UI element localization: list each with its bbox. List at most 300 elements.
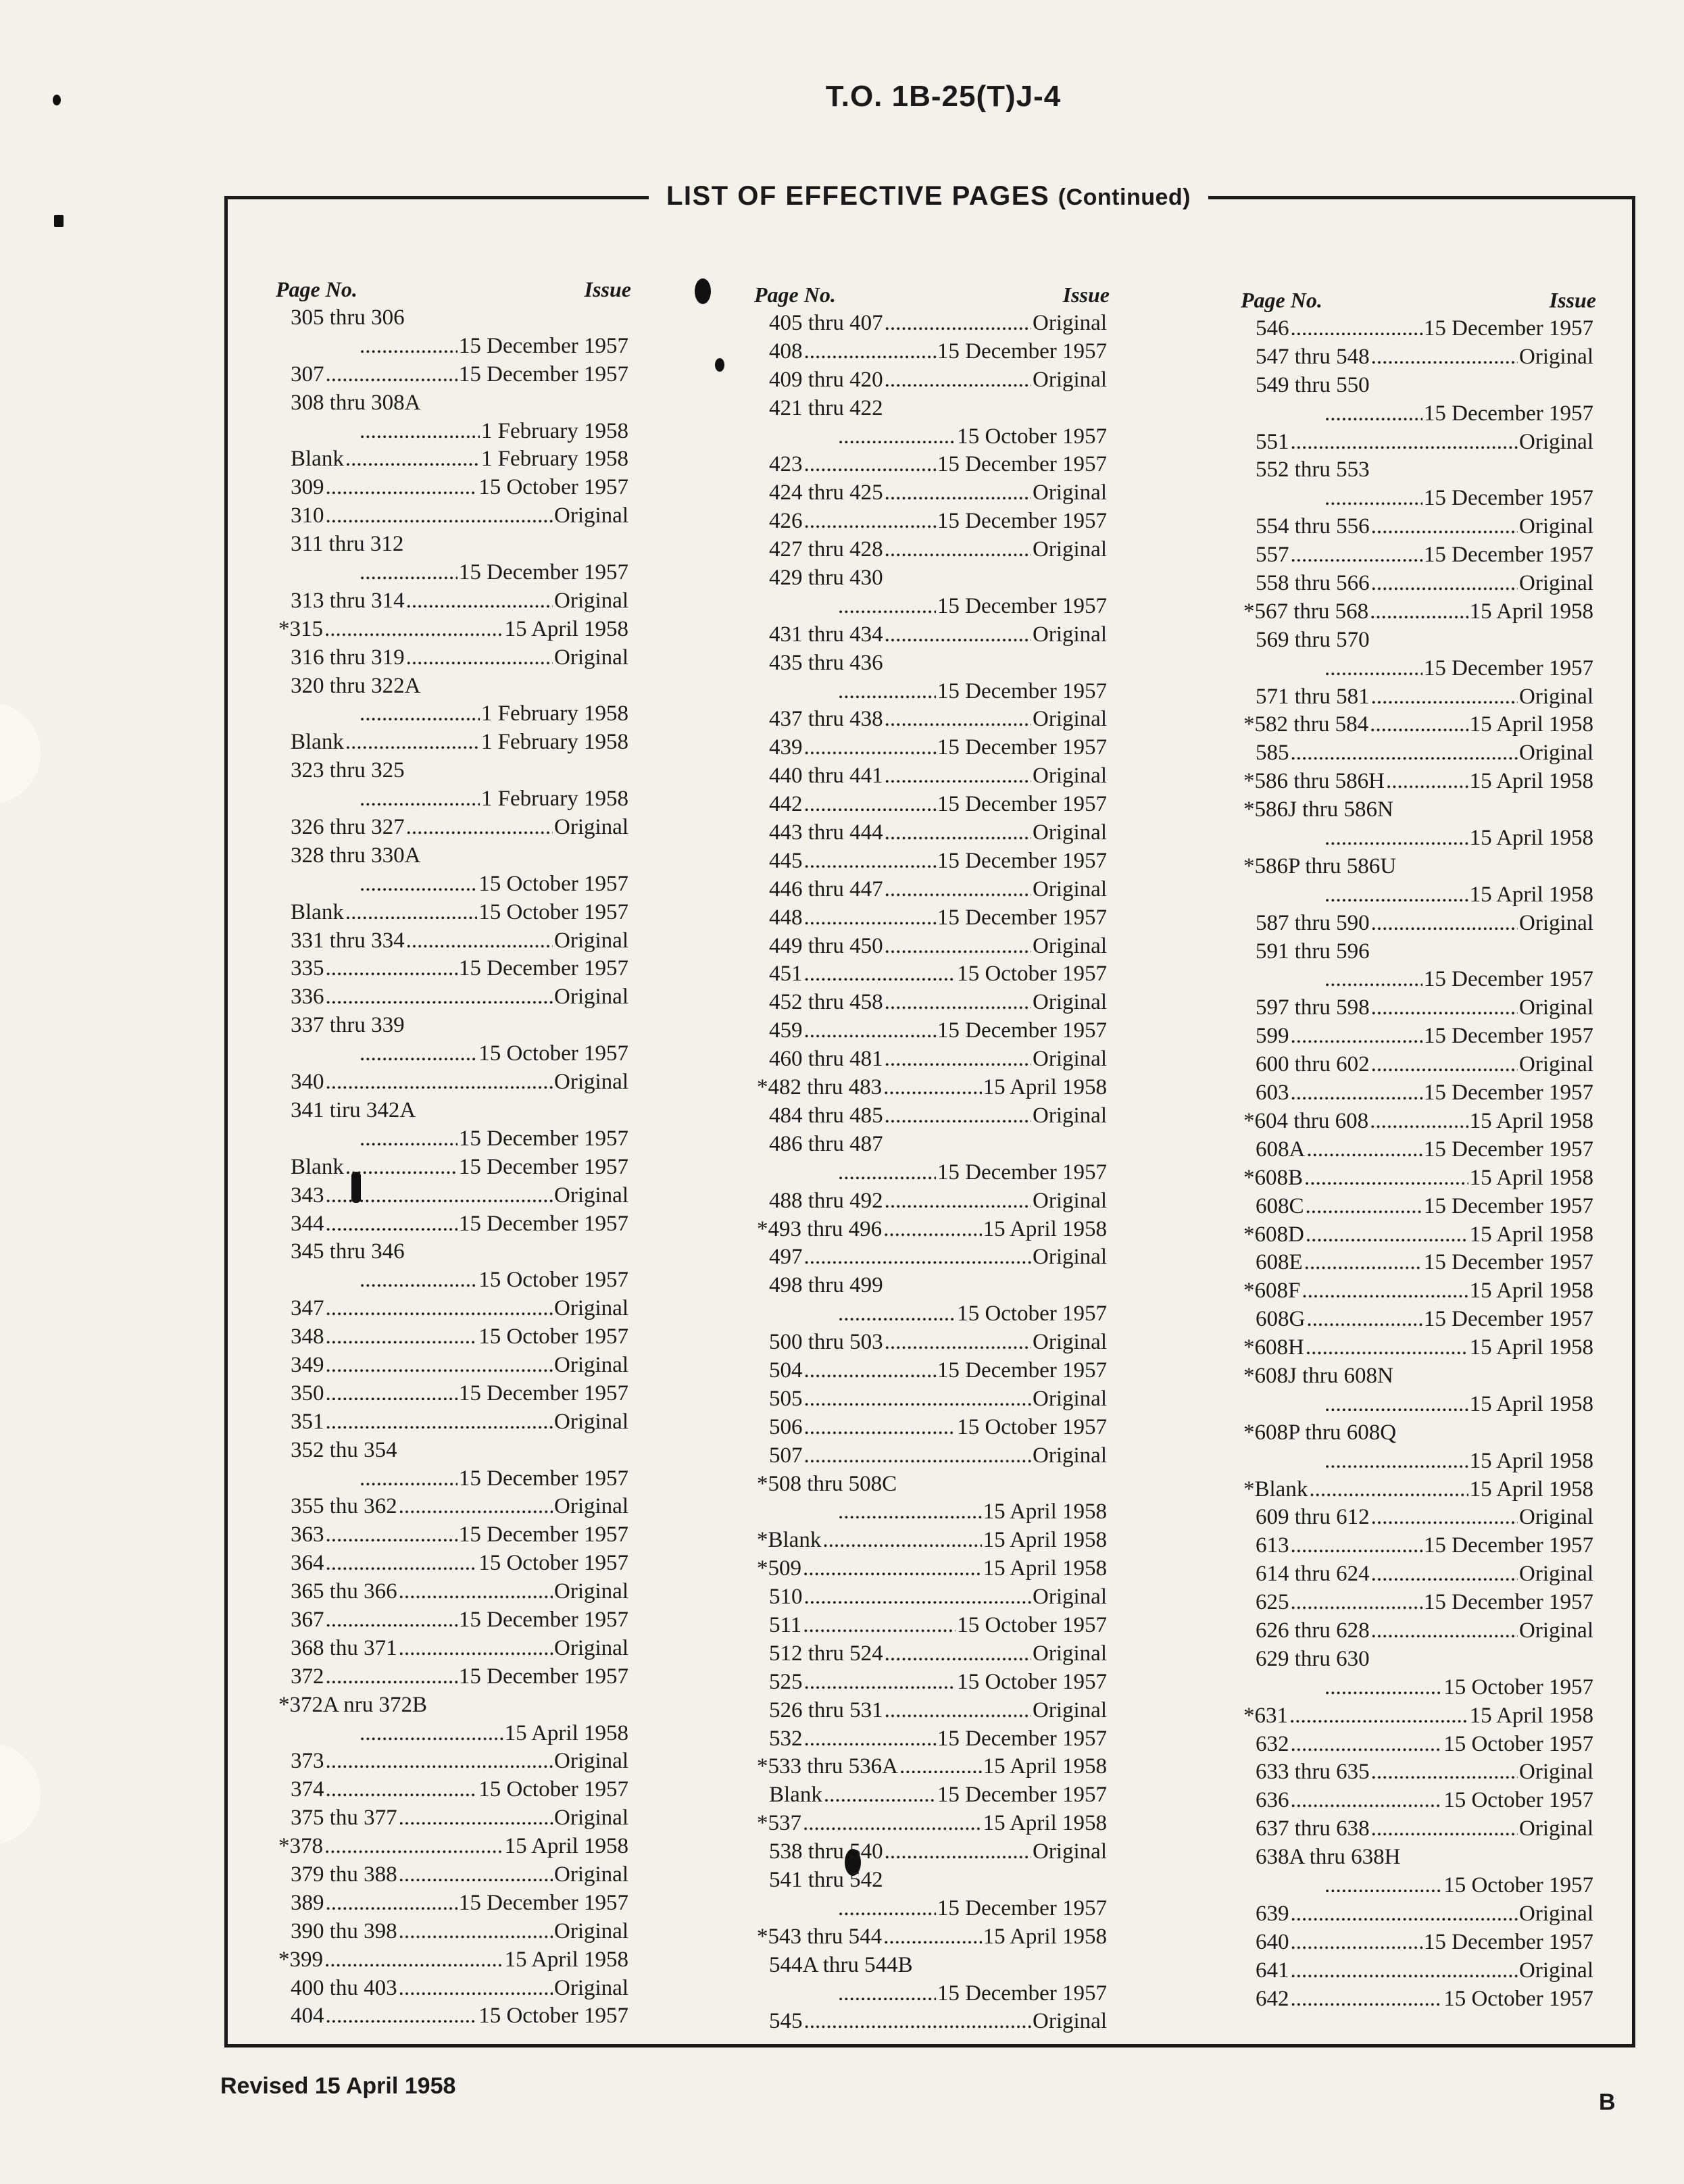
entry-issue: 15 October 1957 bbox=[478, 1551, 628, 1576]
list-item bbox=[769, 309, 1107, 338]
dot-leader bbox=[838, 423, 956, 451]
dot-leader bbox=[326, 1068, 553, 1097]
entry-issue: 15 December 1957 bbox=[937, 735, 1107, 760]
dot-leader bbox=[1291, 428, 1518, 457]
dot-leader bbox=[804, 1357, 936, 1385]
dot-leader bbox=[838, 1895, 936, 1923]
entry-issue: 15 December 1957 bbox=[458, 333, 628, 358]
entry-page: *Blank bbox=[1243, 1476, 1308, 1502]
dot-leader bbox=[885, 989, 1031, 1017]
dot-leader bbox=[883, 1074, 981, 1102]
list-item bbox=[1256, 1589, 1593, 1617]
list-item bbox=[769, 1725, 1107, 1754]
entry-page: 571 thru 581 bbox=[1256, 684, 1370, 709]
entry-page: 307 bbox=[291, 362, 324, 387]
list-item bbox=[1256, 683, 1593, 712]
entry-page: 421 thru 422 bbox=[769, 395, 883, 420]
list-item-continued bbox=[769, 1498, 1107, 1527]
list-item bbox=[769, 649, 1107, 678]
dot-leader bbox=[1324, 400, 1422, 428]
list-item bbox=[1256, 1957, 1593, 1985]
dot-leader bbox=[360, 700, 480, 728]
entry-page: 505 bbox=[769, 1386, 803, 1411]
list-item bbox=[769, 819, 1107, 847]
dot-leader bbox=[324, 616, 503, 644]
entry-page: 549 thru 550 bbox=[1256, 372, 1370, 397]
entry-page: 367 bbox=[291, 1607, 324, 1632]
entry-page: 347 bbox=[291, 1296, 324, 1321]
list-item bbox=[1256, 739, 1593, 768]
dot-leader bbox=[326, 1323, 478, 1351]
dot-leader bbox=[883, 1923, 981, 1952]
entry-page: 486 thru 487 bbox=[769, 1131, 883, 1156]
entry-issue: Original bbox=[1033, 1188, 1107, 1213]
entry-page: 390 thu 398 bbox=[291, 1918, 397, 1943]
entry-page: 405 thru 407 bbox=[769, 311, 883, 335]
entry-page: *Blank bbox=[757, 1528, 822, 1553]
entry-page: 337 thru 339 bbox=[291, 1013, 405, 1038]
dot-leader bbox=[1291, 315, 1422, 343]
entry-issue: Original bbox=[1033, 537, 1107, 562]
dot-leader bbox=[885, 479, 1031, 507]
dot-leader bbox=[1371, 683, 1518, 712]
entry-issue: 15 December 1957 bbox=[458, 1664, 628, 1689]
dot-leader bbox=[838, 1498, 982, 1527]
dot-leader bbox=[885, 1187, 1031, 1216]
dot-leader bbox=[406, 927, 553, 956]
entry-issue: 15 April 1958 bbox=[983, 1528, 1107, 1553]
dot-leader bbox=[326, 502, 553, 530]
entry-issue: Original bbox=[1033, 820, 1107, 845]
entry-issue: 15 April 1958 bbox=[1469, 1476, 1593, 1502]
dot-leader bbox=[838, 1300, 956, 1329]
entry-page: 308 thru 308A bbox=[291, 390, 421, 415]
entry-issue: 15 December 1957 bbox=[458, 1381, 628, 1406]
entry-issue: 15 December 1957 bbox=[1423, 1250, 1593, 1275]
entry-page: 374 bbox=[291, 1777, 324, 1802]
list-item bbox=[769, 1781, 1107, 1810]
entry-issue: Original bbox=[554, 1183, 628, 1208]
dot-leader bbox=[1291, 1079, 1422, 1108]
entry-issue: Original bbox=[554, 588, 628, 613]
list-item bbox=[1243, 853, 1593, 881]
entry-page: 341 tiru 342A bbox=[291, 1097, 416, 1122]
dot-leader bbox=[885, 1329, 1031, 1357]
entry-page: 587 thru 590 bbox=[1256, 910, 1370, 935]
entry-page: Blank bbox=[291, 730, 344, 755]
entry-issue: Original bbox=[554, 1862, 628, 1887]
list-item bbox=[1256, 1532, 1593, 1560]
entry-issue: 15 October 1957 bbox=[1443, 1788, 1593, 1813]
entry-issue: Original bbox=[554, 1806, 628, 1831]
entry-issue: Original bbox=[554, 1352, 628, 1377]
entry-page: Blank bbox=[291, 447, 344, 472]
entry-issue: Original bbox=[1033, 1386, 1107, 1411]
dot-leader bbox=[804, 451, 936, 479]
dot-leader bbox=[1302, 1277, 1468, 1306]
entry-issue: 15 October 1957 bbox=[478, 2004, 628, 2029]
entry-issue: Original bbox=[1033, 1103, 1107, 1128]
dot-leader bbox=[803, 1555, 982, 1583]
entry-issue: 15 April 1958 bbox=[1469, 1391, 1593, 1416]
list-item-continued bbox=[291, 700, 628, 728]
dot-leader bbox=[326, 1521, 457, 1549]
entry-issue: Original bbox=[1519, 910, 1593, 935]
entry-issue: 1 February 1958 bbox=[480, 730, 628, 755]
dot-leader bbox=[885, 621, 1031, 649]
entry-page: 500 thru 503 bbox=[769, 1330, 883, 1355]
entry-issue: 15 December 1957 bbox=[1423, 1307, 1593, 1332]
entry-page: *567 thru 568 bbox=[1243, 599, 1369, 624]
dot-leader bbox=[326, 1549, 478, 1578]
entry-issue: Original bbox=[554, 1975, 628, 2000]
list-item bbox=[1256, 1560, 1593, 1589]
list-item bbox=[291, 2002, 628, 2031]
list-item bbox=[769, 1583, 1107, 1612]
dot-leader bbox=[822, 1527, 981, 1555]
entry-issue: 15 October 1957 bbox=[957, 962, 1107, 987]
entry-page: *604 thru 608 bbox=[1243, 1108, 1369, 1133]
dot-leader bbox=[1324, 881, 1468, 910]
header-issue: Issue bbox=[1062, 282, 1110, 307]
entry-issue: 1 February 1958 bbox=[480, 787, 628, 812]
list-item bbox=[757, 1216, 1107, 1244]
list-item bbox=[291, 1521, 628, 1549]
entry-issue: 15 April 1958 bbox=[983, 1075, 1107, 1100]
dot-leader bbox=[324, 1833, 503, 1861]
dot-leader bbox=[1370, 1108, 1468, 1136]
entry-page: 488 thru 492 bbox=[769, 1188, 883, 1213]
list-item bbox=[769, 507, 1107, 536]
list-item bbox=[1243, 1334, 1593, 1362]
entry-issue: 15 December 1957 bbox=[937, 1160, 1107, 1185]
entry-page: *399 bbox=[278, 1947, 323, 1972]
dot-leader bbox=[360, 1040, 477, 1068]
entry-page: 591 thru 596 bbox=[1256, 939, 1370, 964]
entry-issue: 15 December 1957 bbox=[1423, 655, 1593, 680]
dot-leader bbox=[1370, 711, 1468, 739]
entry-page: 331 thru 334 bbox=[291, 928, 405, 953]
list-item bbox=[1256, 626, 1593, 655]
entry-page: 320 thru 322A bbox=[291, 673, 421, 698]
dot-leader bbox=[1324, 966, 1422, 994]
entry-issue: Original bbox=[554, 1635, 628, 1660]
entry-issue: Original bbox=[1033, 1697, 1107, 1722]
entry-page: 343 bbox=[291, 1183, 324, 1208]
list-item bbox=[1243, 1419, 1593, 1447]
list-item bbox=[769, 960, 1107, 989]
list-item-continued bbox=[291, 559, 628, 587]
entry-page: 614 thru 624 bbox=[1256, 1562, 1370, 1587]
binder-hole-top bbox=[0, 703, 41, 804]
dot-leader bbox=[804, 1725, 936, 1754]
list-item bbox=[291, 1097, 628, 1125]
column-3 bbox=[1241, 287, 1596, 2013]
entry-issue: Original bbox=[554, 815, 628, 840]
dot-leader bbox=[1291, 541, 1422, 570]
entry-page: 547 thru 548 bbox=[1256, 344, 1370, 369]
header-page-no: Page No. bbox=[276, 277, 357, 301]
entry-issue: 15 October 1957 bbox=[957, 1669, 1107, 1694]
entry-issue: 15 December 1957 bbox=[458, 1211, 628, 1236]
dot-leader bbox=[885, 1640, 1031, 1668]
list-item bbox=[291, 1635, 628, 1663]
entry-issue: 15 December 1957 bbox=[937, 509, 1107, 534]
entry-page: 365 thu 366 bbox=[291, 1579, 397, 1604]
entry-page: 305 thru 306 bbox=[291, 305, 405, 330]
list-item-continued bbox=[291, 1720, 628, 1748]
dot-leader bbox=[326, 1182, 553, 1210]
dot-leader bbox=[326, 1295, 553, 1323]
entry-page: 511 bbox=[769, 1612, 802, 1637]
entry-page: 507 bbox=[769, 1443, 803, 1468]
list-item bbox=[291, 955, 628, 983]
entry-issue: 15 December 1957 bbox=[1423, 1024, 1593, 1049]
dot-leader bbox=[1371, 1815, 1518, 1843]
list-item bbox=[769, 564, 1107, 593]
list-item bbox=[1256, 372, 1593, 400]
entry-page: 435 thru 436 bbox=[769, 650, 883, 675]
list-item bbox=[757, 1810, 1107, 1838]
section-title bbox=[649, 181, 1208, 212]
list-item-continued bbox=[769, 1980, 1107, 2008]
entry-page: 585 bbox=[1256, 741, 1289, 766]
list-item bbox=[291, 361, 628, 389]
list-item bbox=[769, 1838, 1107, 1866]
entry-page: *315 bbox=[278, 616, 323, 641]
list-item bbox=[757, 1753, 1107, 1781]
entry-issue: Original bbox=[1033, 990, 1107, 1015]
entry-page: Blank bbox=[291, 1154, 344, 1179]
entry-page: 557 bbox=[1256, 543, 1289, 568]
list-item bbox=[291, 1238, 628, 1266]
list-item bbox=[291, 983, 628, 1012]
entry-issue: 15 April 1958 bbox=[1469, 1703, 1593, 1728]
entry-page: 551 bbox=[1256, 429, 1289, 454]
entry-page: 352 thu 354 bbox=[291, 1437, 397, 1462]
list-item-continued bbox=[769, 423, 1107, 451]
list-item bbox=[1256, 1758, 1593, 1787]
list-item bbox=[757, 1527, 1107, 1555]
entry-issue: Original bbox=[1519, 1760, 1593, 1785]
dot-leader bbox=[1291, 1022, 1422, 1051]
entry-issue: 15 December 1957 bbox=[937, 905, 1107, 930]
dot-leader bbox=[1370, 598, 1468, 626]
entry-issue: 15 April 1958 bbox=[1469, 882, 1593, 907]
list-item bbox=[1256, 1079, 1593, 1108]
entry-page: *608F bbox=[1243, 1279, 1301, 1304]
dot-leader bbox=[1291, 1985, 1443, 2014]
dot-leader bbox=[360, 870, 477, 899]
list-item bbox=[278, 1946, 628, 1975]
entry-page: 335 bbox=[291, 956, 324, 981]
entry-issue: 1 February 1958 bbox=[480, 447, 628, 472]
entry-page: 379 thu 388 bbox=[291, 1862, 397, 1887]
entry-issue: Original bbox=[554, 1579, 628, 1604]
list-item bbox=[1243, 1362, 1593, 1391]
list-item-continued bbox=[1256, 485, 1593, 513]
list-item bbox=[1256, 1985, 1593, 2014]
header-page-no: Page No. bbox=[754, 282, 836, 307]
entry-page: 558 thru 566 bbox=[1256, 571, 1370, 596]
list-item bbox=[291, 927, 628, 956]
list-item bbox=[291, 304, 628, 332]
entry-page: 625 bbox=[1256, 1590, 1289, 1615]
dot-leader bbox=[326, 1408, 553, 1437]
list-item-continued bbox=[1256, 1391, 1593, 1419]
entry-issue: 15 April 1958 bbox=[1469, 1108, 1593, 1133]
list-item bbox=[1243, 1277, 1593, 1306]
revision-date: Revised 15 April 1958 bbox=[220, 2073, 456, 2099]
entry-page: 498 thru 499 bbox=[769, 1273, 883, 1298]
entry-page: 408 bbox=[769, 339, 803, 364]
entry-page: 429 thru 430 bbox=[769, 566, 883, 591]
dot-leader bbox=[1324, 1872, 1442, 1900]
entry-issue: 15 December 1957 bbox=[937, 1895, 1107, 1920]
entry-page: 608G bbox=[1256, 1307, 1306, 1332]
list-item-continued bbox=[291, 785, 628, 814]
entry-page: 326 thru 327 bbox=[291, 815, 405, 840]
list-item bbox=[769, 876, 1107, 904]
dot-leader bbox=[326, 1889, 457, 1918]
dot-leader bbox=[345, 728, 480, 757]
dot-leader bbox=[1291, 1929, 1422, 1957]
entry-issue: 15 December 1957 bbox=[1423, 967, 1593, 992]
entry-issue: Original bbox=[1519, 1958, 1593, 1983]
entry-page: *608B bbox=[1243, 1165, 1304, 1190]
entry-page: 431 thru 434 bbox=[769, 622, 883, 647]
list-item bbox=[291, 1068, 628, 1097]
entry-page: 629 thru 630 bbox=[1256, 1646, 1370, 1671]
dot-leader bbox=[885, 1838, 1031, 1866]
list-item bbox=[1256, 1136, 1593, 1164]
entry-issue: 15 April 1958 bbox=[504, 616, 628, 641]
entry-issue: 15 October 1957 bbox=[478, 475, 628, 500]
entry-issue: 15 December 1957 bbox=[937, 593, 1107, 618]
list-item bbox=[1256, 994, 1593, 1022]
list-item-continued bbox=[1256, 824, 1593, 853]
dot-leader bbox=[1291, 739, 1518, 768]
dot-leader bbox=[326, 1747, 553, 1776]
list-item bbox=[1256, 1617, 1593, 1645]
list-item bbox=[769, 1612, 1107, 1640]
entry-issue: Original bbox=[1519, 741, 1593, 766]
list-item bbox=[291, 1975, 628, 2003]
entry-page: 637 thru 638 bbox=[1256, 1816, 1370, 1841]
entry-page: 446 thru 447 bbox=[769, 876, 883, 901]
list-item-continued bbox=[1256, 1872, 1593, 1900]
entry-issue: 15 December 1957 bbox=[458, 956, 628, 981]
dot-leader bbox=[1291, 1957, 1518, 1985]
entry-page: 389 bbox=[291, 1890, 324, 1915]
entry-page: 544A thru 544B bbox=[769, 1952, 913, 1977]
list-item bbox=[769, 1131, 1107, 1159]
dot-leader bbox=[360, 418, 480, 446]
entry-issue: Original bbox=[554, 1918, 628, 1943]
list-item bbox=[291, 1295, 628, 1323]
entry-issue: 15 December 1957 bbox=[1423, 1193, 1593, 1218]
entry-page: 512 thru 524 bbox=[769, 1641, 883, 1666]
entry-page: 526 thru 531 bbox=[769, 1697, 883, 1722]
entry-page: 439 bbox=[769, 735, 803, 760]
entry-page: 599 bbox=[1256, 1024, 1289, 1049]
dot-leader bbox=[1306, 1221, 1468, 1249]
entry-issue: 15 December 1957 bbox=[458, 1154, 628, 1179]
list-item bbox=[291, 1776, 628, 1804]
entry-issue: 15 October 1957 bbox=[478, 1268, 628, 1293]
list-item bbox=[1256, 1022, 1593, 1051]
entry-page: *586 thru 586H bbox=[1243, 769, 1385, 794]
entry-issue: 1 February 1958 bbox=[480, 418, 628, 443]
list-item bbox=[291, 1210, 628, 1239]
list-item bbox=[769, 1017, 1107, 1045]
entry-page: 546 bbox=[1256, 316, 1289, 341]
dot-leader bbox=[804, 338, 936, 366]
dot-leader bbox=[406, 644, 553, 672]
list-item-continued bbox=[291, 870, 628, 899]
entry-page: 323 thru 325 bbox=[291, 758, 405, 783]
list-item bbox=[291, 445, 628, 474]
entry-issue: 15 October 1957 bbox=[478, 1324, 628, 1349]
list-item bbox=[769, 1385, 1107, 1414]
entry-issue: 15 April 1958 bbox=[983, 1924, 1107, 1949]
list-item bbox=[1243, 598, 1593, 626]
column-header bbox=[754, 281, 1110, 309]
entry-page: *543 thru 544 bbox=[757, 1924, 883, 1949]
column-header bbox=[276, 276, 631, 304]
entry-issue: 15 December 1957 bbox=[937, 452, 1107, 477]
entry-page: *608P thru 608Q bbox=[1243, 1420, 1397, 1445]
entry-issue: 15 December 1957 bbox=[1423, 1533, 1593, 1558]
entry-page: *537 bbox=[757, 1811, 801, 1836]
dot-leader bbox=[804, 734, 936, 762]
dot-leader bbox=[804, 1583, 1032, 1612]
entry-page: 442 bbox=[769, 792, 803, 817]
dot-leader bbox=[804, 1017, 936, 1045]
list-item bbox=[1243, 1221, 1593, 1249]
entry-page: 310 bbox=[291, 503, 324, 528]
entry-issue: 15 December 1957 bbox=[937, 1358, 1107, 1383]
list-item bbox=[1243, 1476, 1593, 1504]
entry-page: 640 bbox=[1256, 1929, 1289, 1954]
list-item-continued bbox=[769, 678, 1107, 706]
list-item bbox=[769, 989, 1107, 1017]
entry-page: 626 thru 628 bbox=[1256, 1618, 1370, 1643]
column-2 bbox=[754, 281, 1110, 2036]
entry-issue: Original bbox=[1519, 995, 1593, 1020]
entry-issue: Original bbox=[1033, 622, 1107, 647]
dot-leader bbox=[345, 899, 477, 927]
list-item-continued bbox=[291, 1040, 628, 1068]
dot-leader bbox=[326, 1776, 478, 1804]
entry-issue: 15 December 1957 bbox=[1423, 486, 1593, 511]
dot-leader bbox=[360, 1266, 477, 1295]
entry-page: 445 bbox=[769, 848, 803, 873]
entry-page: 452 thru 458 bbox=[769, 990, 883, 1015]
entry-page: 538 thru 540 bbox=[769, 1839, 883, 1864]
entry-issue: Original bbox=[1033, 933, 1107, 958]
entry-issue: Original bbox=[1033, 764, 1107, 789]
list-item bbox=[1256, 1731, 1593, 1759]
entry-page: 368 thu 371 bbox=[291, 1635, 397, 1660]
entry-issue: Original bbox=[1033, 1585, 1107, 1610]
list-item bbox=[1256, 456, 1593, 485]
entry-page: *608D bbox=[1243, 1222, 1304, 1247]
dot-leader bbox=[326, 1663, 457, 1691]
list-item bbox=[769, 791, 1107, 819]
dot-leader bbox=[399, 1578, 553, 1606]
entry-issue: 15 October 1957 bbox=[957, 1301, 1107, 1326]
